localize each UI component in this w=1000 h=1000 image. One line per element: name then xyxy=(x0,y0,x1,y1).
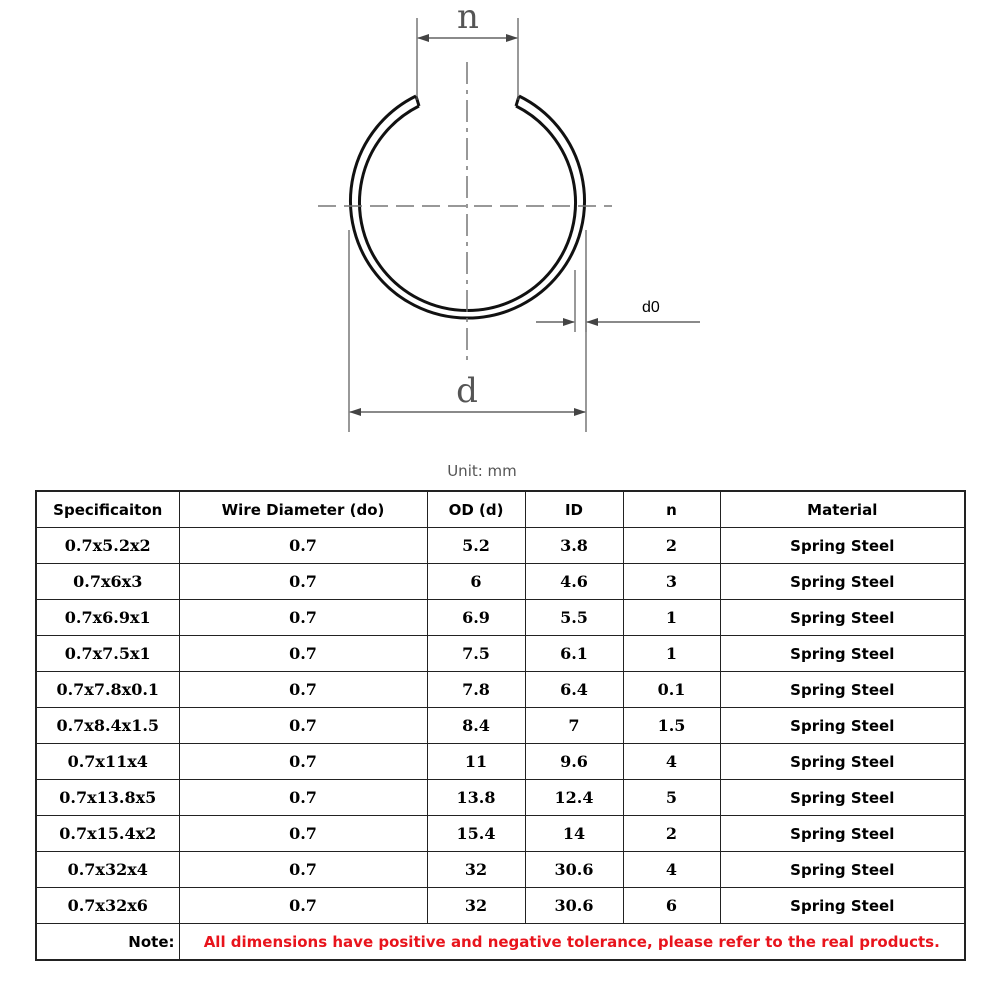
cell-specification: 0.7x32x6 xyxy=(36,888,179,924)
header-material: Material xyxy=(720,491,965,528)
cell-id: 5.5 xyxy=(525,600,623,636)
cell-material: Spring Steel xyxy=(720,672,965,708)
cell-id: 30.6 xyxy=(525,888,623,924)
header-n: n xyxy=(623,491,720,528)
cell-n: 6 xyxy=(623,888,720,924)
cell-material: Spring Steel xyxy=(720,600,965,636)
cell-od: 5.2 xyxy=(427,528,525,564)
header-row xyxy=(36,491,965,528)
table-row xyxy=(36,708,965,744)
cell-od: 7.5 xyxy=(427,636,525,672)
label-n: n xyxy=(457,0,479,37)
cell-material: Spring Steel xyxy=(720,636,965,672)
cell-wire-diameter: 0.7 xyxy=(179,888,427,924)
table-row xyxy=(36,636,965,672)
cell-id: 9.6 xyxy=(525,744,623,780)
header-specification: Specificaiton xyxy=(36,491,179,528)
cell-id: 30.6 xyxy=(525,852,623,888)
cell-id: 12.4 xyxy=(525,780,623,816)
cell-n: 4 xyxy=(623,852,720,888)
cell-od: 32 xyxy=(427,852,525,888)
cell-material: Spring Steel xyxy=(720,564,965,600)
table-row xyxy=(36,852,965,888)
cell-specification: 0.7x32x4 xyxy=(36,852,179,888)
cell-od: 32 xyxy=(427,888,525,924)
cell-wire-diameter: 0.7 xyxy=(179,780,427,816)
cell-specification: 0.7x5.2x2 xyxy=(36,528,179,564)
header-wire-diameter: Wire Diameter (do) xyxy=(179,491,427,528)
label-d0-main: d xyxy=(642,299,651,316)
unit-label: Unit: mm xyxy=(447,462,517,480)
cell-id: 6.4 xyxy=(525,672,623,708)
cell-wire-diameter: 0.7 xyxy=(179,528,427,564)
ring-inner-arc xyxy=(360,106,576,310)
cell-wire-diameter: 0.7 xyxy=(179,600,427,636)
cell-od: 7.8 xyxy=(427,672,525,708)
cell-n: 5 xyxy=(623,780,720,816)
cell-od: 6 xyxy=(427,564,525,600)
label-d0 xyxy=(642,299,660,316)
table-row xyxy=(36,744,965,780)
table-row xyxy=(36,780,965,816)
table-body xyxy=(36,528,965,961)
cell-material: Spring Steel xyxy=(720,852,965,888)
table-row xyxy=(36,816,965,852)
note-text: All dimensions have positive and negative tolerance, please refer to the real products. xyxy=(179,924,965,961)
cell-wire-diameter: 0.7 xyxy=(179,816,427,852)
cell-material: Spring Steel xyxy=(720,744,965,780)
cell-material: Spring Steel xyxy=(720,528,965,564)
cell-wire-diameter: 0.7 xyxy=(179,852,427,888)
cell-od: 11 xyxy=(427,744,525,780)
table-row xyxy=(36,672,965,708)
cell-n: 3 xyxy=(623,564,720,600)
cell-n: 4 xyxy=(623,744,720,780)
cell-specification: 0.7x7.5x1 xyxy=(36,636,179,672)
cell-material: Spring Steel xyxy=(720,780,965,816)
cell-n: 2 xyxy=(623,816,720,852)
cell-specification: 0.7x7.8x0.1 xyxy=(36,672,179,708)
table-row xyxy=(36,564,965,600)
cell-n: 1 xyxy=(623,600,720,636)
cell-specification: 0.7x11x4 xyxy=(36,744,179,780)
cell-id: 4.6 xyxy=(525,564,623,600)
cell-wire-diameter: 0.7 xyxy=(179,708,427,744)
cell-wire-diameter: 0.7 xyxy=(179,672,427,708)
cell-id: 6.1 xyxy=(525,636,623,672)
cell-specification: 0.7x13.8x5 xyxy=(36,780,179,816)
table-row xyxy=(36,528,965,564)
cell-material: Spring Steel xyxy=(720,708,965,744)
cell-n: 1 xyxy=(623,636,720,672)
header-id: ID xyxy=(525,491,623,528)
cell-od: 15.4 xyxy=(427,816,525,852)
label-d0-subscript: 0 xyxy=(650,299,660,316)
note-row xyxy=(36,924,965,961)
cell-od: 6.9 xyxy=(427,600,525,636)
cell-wire-diameter: 0.7 xyxy=(179,744,427,780)
cell-id: 7 xyxy=(525,708,623,744)
cell-material: Spring Steel xyxy=(720,816,965,852)
note-label: Note: xyxy=(36,924,179,961)
cell-od: 8.4 xyxy=(427,708,525,744)
spec-table xyxy=(35,490,966,961)
cell-id: 14 xyxy=(525,816,623,852)
cell-specification: 0.7x8.4x1.5 xyxy=(36,708,179,744)
header-od: OD (d) xyxy=(427,491,525,528)
cell-specification: 0.7x15.4x2 xyxy=(36,816,179,852)
table-row xyxy=(36,888,965,924)
cell-od: 13.8 xyxy=(427,780,525,816)
cell-id: 3.8 xyxy=(525,528,623,564)
cell-wire-diameter: 0.7 xyxy=(179,636,427,672)
cell-specification: 0.7x6x3 xyxy=(36,564,179,600)
cell-n: 0.1 xyxy=(623,672,720,708)
cell-wire-diameter: 0.7 xyxy=(179,564,427,600)
table-row xyxy=(36,600,965,636)
cell-material: Spring Steel xyxy=(720,888,965,924)
ring-diagram xyxy=(0,0,1000,460)
cell-n: 1.5 xyxy=(623,708,720,744)
cell-n: 2 xyxy=(623,528,720,564)
label-d: d xyxy=(456,371,478,411)
cell-specification: 0.7x6.9x1 xyxy=(36,600,179,636)
